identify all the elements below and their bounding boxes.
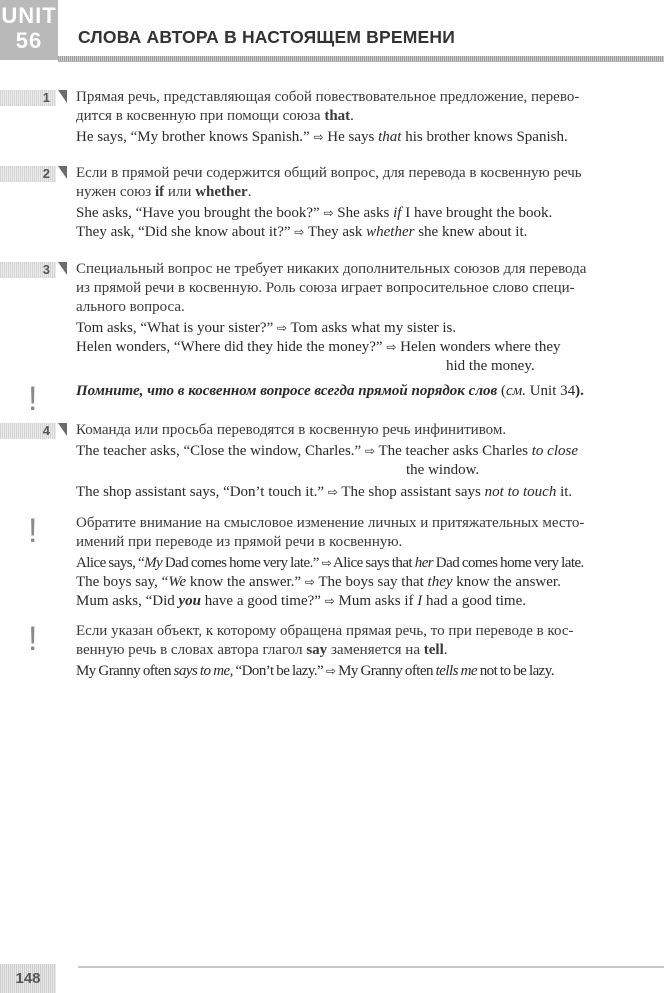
unit-number: 56 xyxy=(15,28,43,53)
section-number-tab xyxy=(0,90,56,106)
unit-label: UNIT xyxy=(1,3,57,28)
exclamation-icon: ! xyxy=(28,512,38,550)
header-divider-thin xyxy=(58,61,664,62)
unit-badge xyxy=(0,0,58,60)
arrow-icon: ⇨ xyxy=(313,130,324,144)
exclamation-icon: ! xyxy=(28,620,38,658)
rule-text: Специальный вопрос не требует никаких дополнительных союзов для перевода из прямой речи в косвенную. Роль союза играет вопросительное слово специ- ального вопроса. xyxy=(76,261,587,315)
example-line-continued: the window. xyxy=(406,462,480,478)
corner-marker-icon xyxy=(58,423,67,436)
example-line: They ask, “Did she know about it?” ⇨ They ask whether she knew about it. xyxy=(76,224,528,240)
corner-marker-icon xyxy=(58,166,67,179)
example-line: The boys say, “We know the answer.” ⇨ The boys say that they know the answer. xyxy=(76,574,561,590)
rule-text: Обратите внимание на смысловое изменение личных и притяжательных место- имений при переводе из прямой речи в косвенную. xyxy=(76,515,585,550)
section-number-tab xyxy=(0,262,56,278)
section-body xyxy=(76,164,656,242)
section-number: 4 xyxy=(42,423,50,438)
section-body xyxy=(76,260,656,376)
footer-divider xyxy=(78,966,664,968)
example-line: Mum asks, “Did you have a good time?” ⇨ Mum asks if I had a good time. xyxy=(76,593,526,609)
example-line: The teacher asks, “Close the window, Charles.” ⇨ The teacher asks Charles to close xyxy=(76,443,578,459)
rule-text: Команда или просьба переводятся в косвенную речь инфинитивом. xyxy=(76,422,507,438)
arrow-icon: ⇨ xyxy=(364,444,375,458)
rule-text: Прямая речь, представляющая собой повествовательное предложение, перево- дится в косвенную при помощи союза that. xyxy=(76,89,580,124)
arrow-icon: ⇨ xyxy=(323,206,334,220)
example-line-continued: hid the money. xyxy=(446,358,535,374)
arrow-icon: ⇨ xyxy=(294,225,305,239)
rule-text: Если указан объект, к которому обращена прямая речь, то при переводе в кос- венную речь в словах автора глагол say заменяется на tell. xyxy=(76,623,574,658)
example-line: He says, “My brother knows Spanish.” ⇨ He says that his brother knows Spanish. xyxy=(76,129,568,145)
example-line: She asks, “Have you brought the book?” ⇨ She asks if I have brought the book. xyxy=(76,205,553,221)
example-line: Tom asks, “What is your sister?” ⇨ Tom asks what my sister is. xyxy=(76,320,457,336)
example-line: Alice says, “My Dad comes home very late.” ⇨ Alice says that her Dad comes home very late. xyxy=(76,555,584,571)
arrow-icon: ⇨ xyxy=(325,664,336,678)
arrow-icon: ⇨ xyxy=(304,575,315,589)
arrow-icon: ⇨ xyxy=(327,485,338,499)
arrow-icon: ⇨ xyxy=(386,340,397,354)
page-title: СЛОВА АВТОРА В НАСТОЯЩЕМ ВРЕМЕНИ xyxy=(78,27,456,47)
corner-marker-icon xyxy=(58,262,67,275)
corner-marker-icon xyxy=(58,90,67,103)
rule-text: Если в прямой речи содержится общий вопрос, для перевода в косвенную речь нужен союз if или whether. xyxy=(76,165,582,200)
arrow-icon: ⇨ xyxy=(321,556,332,570)
example-line: My Granny often says to me, “Don’t be lazy.” ⇨ My Granny often tells me not to be lazy. xyxy=(76,663,554,679)
section-number: 3 xyxy=(42,262,50,277)
note-body xyxy=(76,622,656,681)
page-number: 148 xyxy=(0,964,56,993)
example-line: Helen wonders, “Where did they hide the money?” ⇨ Helen wonders where they xyxy=(76,339,561,355)
section-number: 2 xyxy=(42,166,50,181)
exclamation-icon: ! xyxy=(28,380,38,418)
section-body xyxy=(76,88,656,147)
section-number: 1 xyxy=(42,90,50,105)
note-body xyxy=(76,382,656,401)
arrow-icon: ⇨ xyxy=(276,321,288,335)
note-body xyxy=(76,514,656,611)
note-text: Помните, что в косвенном вопросе всегда прямой порядок слов (см. Unit 34). xyxy=(76,383,584,399)
arrow-icon: ⇨ xyxy=(324,594,335,608)
section-body xyxy=(76,421,656,502)
section-number-tab xyxy=(0,423,56,439)
example-line: The shop assistant says, “Don’t touch it.” ⇨ The shop assistant says not to touch it. xyxy=(76,484,573,500)
section-number-tab xyxy=(0,166,56,182)
